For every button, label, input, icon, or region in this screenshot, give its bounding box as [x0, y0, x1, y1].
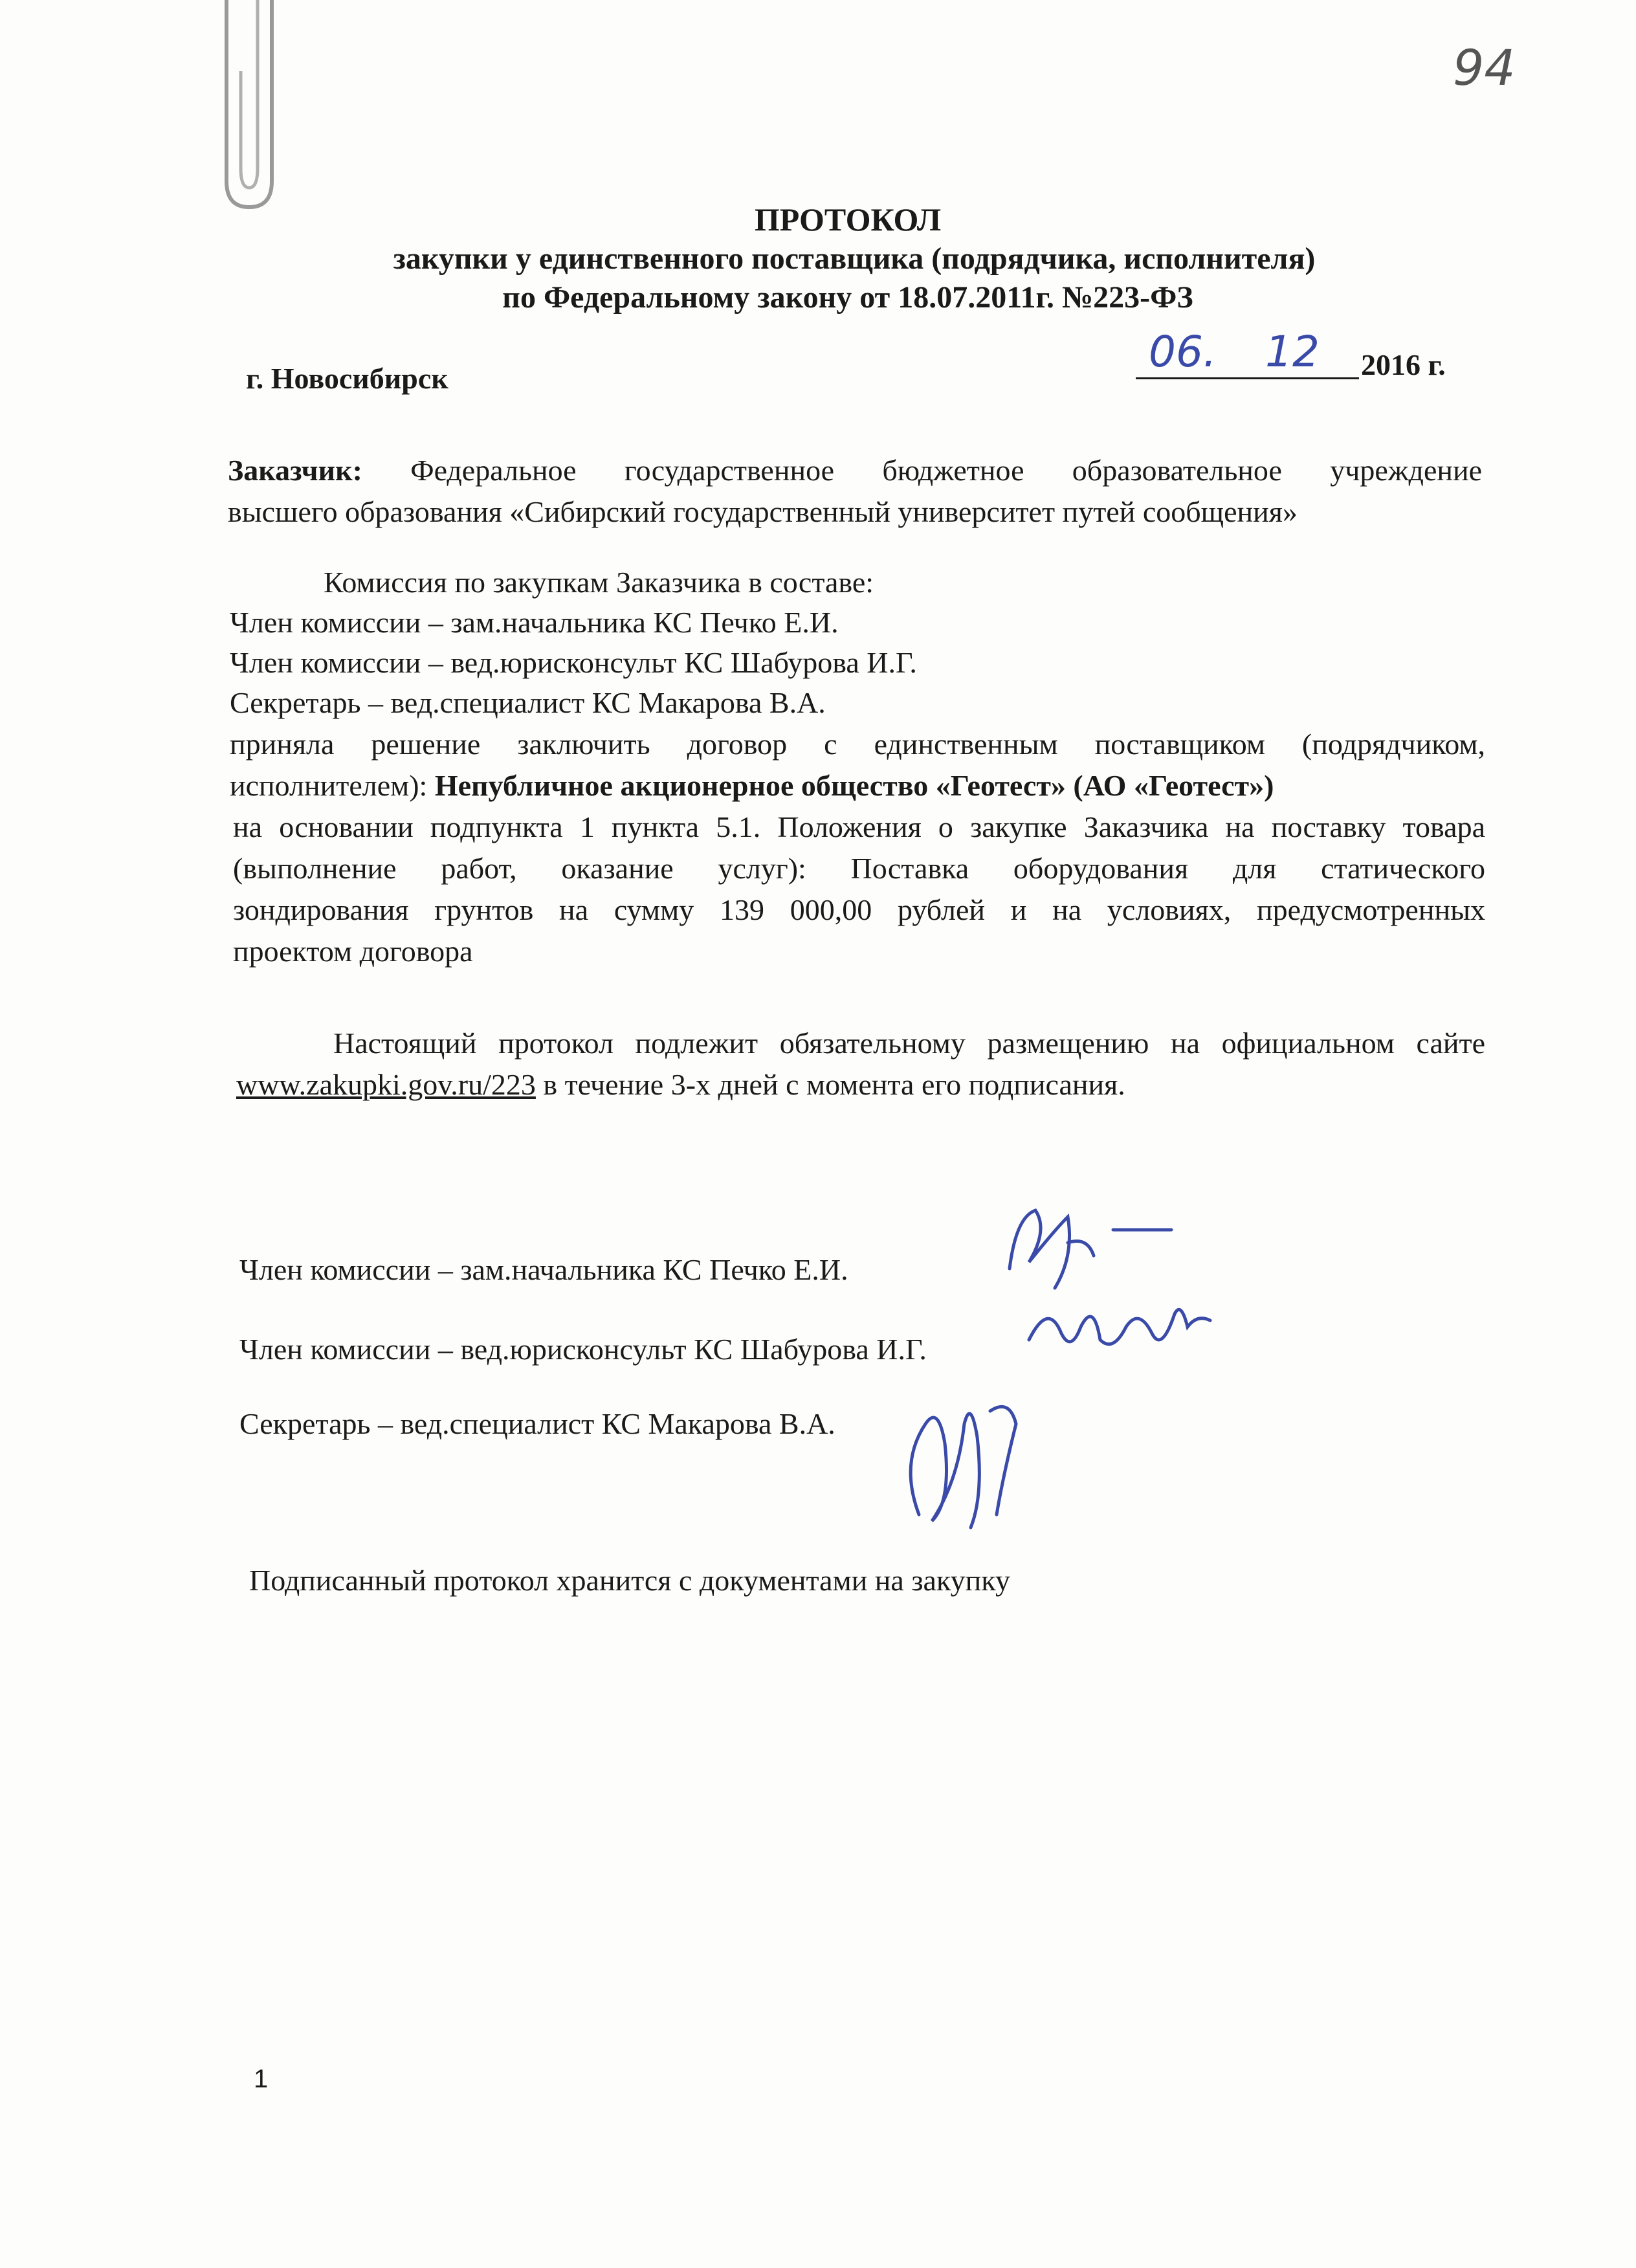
- publication-line-1: Настоящий протокол подлежит обязательному размещению на официальном сайте: [333, 1027, 1485, 1060]
- commission-intro: Комиссия по закупкам Заказчика в составе:: [324, 566, 874, 599]
- basis-line-1: на основании подпункта 1 пункта 5.1. Положения о закупке Заказчика на поставку товара: [233, 810, 1485, 843]
- decision-line-2: [230, 765, 1274, 806]
- member-2: Член комиссии – вед.юрисконсульт КС Шабурова И.Г.: [230, 646, 917, 679]
- signature-line-1: Член комиссии – зам.начальника КС Печко Е.И.: [239, 1253, 848, 1286]
- customer-line-1: [228, 450, 1482, 491]
- customer-line-2: высшего образования «Сибирский государственный университет путей сообщения»: [228, 495, 1298, 528]
- decision-prefix: исполнителем):: [230, 769, 435, 802]
- publication-suffix: в течение 3-х дней с момента его подписания.: [535, 1068, 1125, 1101]
- basis-line-3: зондирования грунтов на сумму 139 000,00 рублей и на условиях, предусмотренных: [233, 893, 1485, 926]
- decision-line-1: приняла решение заключить договор с единственным поставщиком (подрядчиком,: [230, 728, 1485, 761]
- signature-2-icon: [1022, 1288, 1217, 1379]
- storage-note: Подписанный протокол хранится с документами на закупку: [249, 1564, 1010, 1597]
- supplier-name: Непубличное акционерное общество «Геотест» (АО «Геотест»): [434, 769, 1274, 802]
- date-underline: [1136, 377, 1359, 379]
- signature-line-2: Член комиссии – вед.юрисконсульт КС Шабурова И.Г.: [239, 1333, 927, 1366]
- page-title: ПРОТОКОЛ: [754, 201, 942, 238]
- subtitle-line-1: закупки у единственного поставщика (подрядчика, исполнителя): [393, 241, 1316, 276]
- archive-page-number: 94: [1453, 39, 1516, 96]
- date-year: 2016 г.: [1361, 348, 1446, 381]
- customer-label: Заказчик:: [228, 454, 362, 487]
- date-month-handwritten: 12: [1265, 327, 1320, 377]
- basis-line-2: (выполнение работ, оказание услуг): Поставка оборудования для статического: [233, 852, 1485, 885]
- page-number: 1: [254, 2065, 269, 2093]
- signature-3-icon: [880, 1385, 1035, 1540]
- paperclip-icon: [214, 0, 285, 214]
- basis-line-4: проектом договора: [233, 935, 473, 968]
- date-day-handwritten: 06.: [1149, 327, 1217, 377]
- publication-link[interactable]: www.zakupki.gov.ru/223: [236, 1068, 536, 1101]
- signature-line-3: Секретарь – вед.специалист КС Макарова В.А.: [239, 1407, 835, 1440]
- member-3: Секретарь – вед.специалист КС Макарова В.А.: [230, 686, 826, 719]
- city: г. Новосибирск: [246, 362, 448, 395]
- customer-text-1: Федеральное государственное бюджетное образовательное учреждение: [410, 454, 1483, 487]
- member-1: Член комиссии – зам.начальника КС Печко Е.И.: [230, 606, 839, 639]
- publication-line-2: [236, 1064, 1125, 1106]
- subtitle-line-2: по Федеральному закону от 18.07.2011г. №223-ФЗ: [502, 280, 1193, 315]
- date-block: [1136, 327, 1459, 379]
